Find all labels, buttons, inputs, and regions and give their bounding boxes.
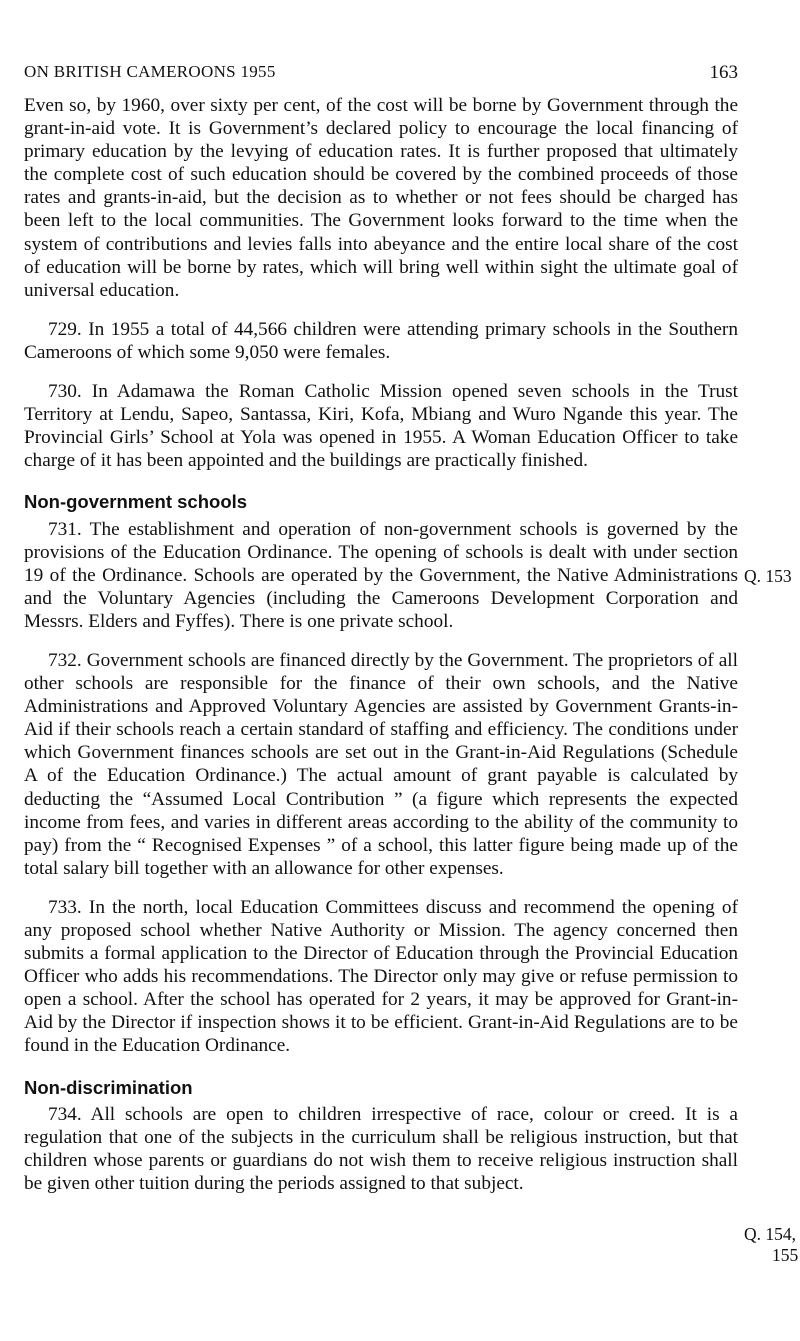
margin-note-q154-155: [744, 1224, 800, 1266]
paragraph-731: 731. The establishment and operation of non-government schools is governed by the provisions of the Education Ordinance. The opening of schools is dealt with under section 19 of the Ordinance. Schools are operated by the Government, the Native Administrations and the Voluntary Agencies (including the Cameroons Development Corporation and Messrs. Elders and Fyffes). There is one private school.: [24, 518, 738, 632]
margin-note-q154-text: Q. 154,: [744, 1224, 797, 1244]
margin-note-q153: [744, 566, 800, 587]
paragraph-730: 730. In Adamawa the Roman Catholic Mission opened seven schools in the Trust Territory at Lendu, Sapeo, Santassa, Kiri, Kofa, Mbiang and Wuro Ngande this year. The Provincial Girls’ School at Yola was opened in 1955. A Woman Education Officer to take charge of it has been appointed and the buildings are practically finished.: [24, 381, 738, 472]
section-heading-non-discrimination: Non-discrimination: [24, 1076, 193, 1098]
paragraph-729: 729. In 1955 a total of 44,566 children were attending primary schools in the Southern Cameroons of which some 9,050 were females.: [24, 318, 738, 363]
margin-note-q155-text: 155: [772, 1245, 799, 1265]
page-number: 163: [709, 62, 738, 83]
section-heading-non-government-schools: Non-government schools: [24, 491, 248, 513]
paragraph-734: 734. All schools are open to children irrespective of race, colour or creed. It is a regulation that one of the subjects in the curriculum shall be religious instruction, but that children whose parents or guardians do not wish them to receive religious instruction shall be given other tuition during the periods assigned to that subject.: [24, 1103, 738, 1194]
body-text: [24, 94, 738, 1211]
paragraph-continuation: Even so, by 1960, over sixty per cent, of the cost will be borne by Government through the grant-in-aid vote. It is Government’s declared policy to encourage the local financing of primary education by the levying of education rates. It is further proposed that ultimately the complete cost of such education should be covered by the combined proceeds of those rates and grants-in-aid, but the decision as to whether or not fees should be charged has been left to the local communities. The Government looks forward to the time when the system of contributions and levies falls into abeyance and the entire local share of the cost of education will be borne by rates, which will bring well within sight the ultimate goal of universal education.: [24, 95, 738, 301]
margin-note-q153-text: Q. 153: [744, 566, 792, 586]
paragraph-733: 733. In the north, local Education Committees discuss and recommend the opening of any proposed school whether Native Authority or Mission. The agency concerned then submits a formal application to the Director of Education through the Provincial Education Officer who adds his recommendations. The Director only may give or refuse permission to open a school. After the school has operated for 2 years, it may be approved for Grant-in-Aid by the Director if inspection shows it to be efficient. Grant-in-Aid Regulations are to be found in the Education Ordinance.: [24, 896, 738, 1057]
running-title: ON BRITISH CAMEROONS 1955: [24, 62, 276, 81]
paragraph-732: 732. Government schools are financed directly by the Government. The proprietors of all other schools are responsible for the finance of their own schools, and the Native Administrations and Approved Voluntary Agencies are assisted by Government Grants-in-Aid if their schools reach a certain standard of staffing and efficiency. The conditions under which Government finances schools are set out in the Grant-in-Aid Regulations (Schedule A of the Education Ordinance.) The actual amount of grant payable is calculated by deducting the “Assumed Local Contribution ” (a figure which represents the expected income from fees, and varies in different areas according to the ability of the community to pay) from the “ Recognised Expenses ” of a school, this latter figure being made up of the total salary bill together with an allowance for other expenses.: [24, 649, 738, 879]
running-header: [24, 62, 738, 88]
